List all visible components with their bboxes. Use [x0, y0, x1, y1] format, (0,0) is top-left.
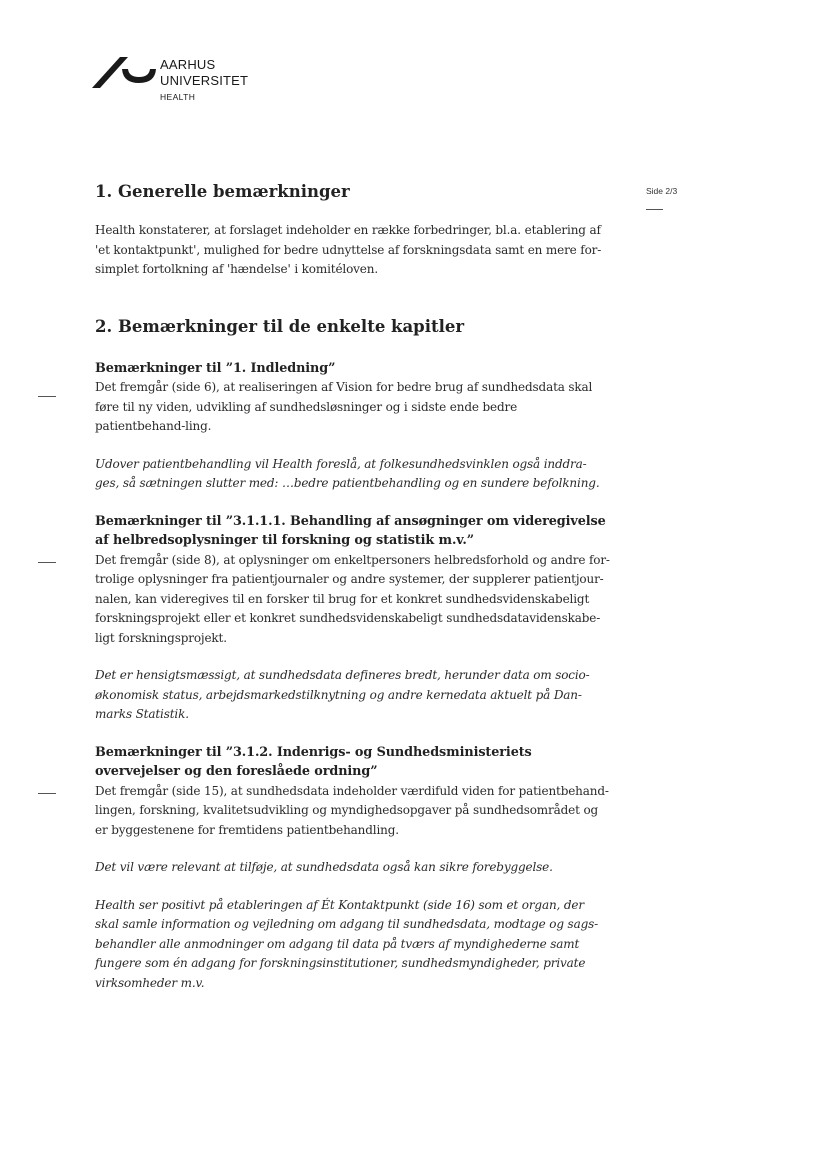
subsection-3: [95, 743, 610, 994]
margin-marker: [38, 793, 56, 794]
subsection-1-title: Bemærkninger til ”1. Indledning”: [95, 360, 336, 376]
section1-heading: 1. Generelle bemærkninger: [95, 182, 350, 201]
subsection-2: [95, 512, 610, 725]
au-logo-icon: [92, 55, 156, 91]
section2-heading: 2. Bemærkninger til de enkelte kapitler: [95, 316, 465, 336]
logo-line-health: HEALTH: [160, 92, 196, 102]
subsection-1-comment: Udover patientbehandling vil Health foreslå, at folkesundhedsvinklen også inddra-ges, så sætningen slutter med: …bedre patientbehandling og en sundere befolkning.: [95, 456, 600, 490]
subsection-2-body: Det fremgår (side 8), at oplysninger om enkeltpersoners helbredsforhold og andre for-trolige oplysninger fra patientjournaler og andre systemer, der supplerer patientjour-nalen, kan videregives til en forsker til brug for et konkret sundhedsvidenskabeligt forskningsprojekt eller et konkret sundhedsvidenskabeligt sundhedsdatavidenskabe-ligt forskningsprojekt.: [95, 552, 610, 645]
logo-line-universitet: UNIVERSITET: [160, 72, 249, 88]
subsection-3-comment-1: Det vil være relevant at tilføje, at sundhedsdata også kan sikre forebyggelse.: [95, 860, 553, 874]
university-logo: [92, 55, 282, 115]
subsection-3-comment-2: Health ser positivt på etableringen af Ét Kontaktpunkt (side 16) som et organ, der skal samle information og vejledning om adgang til sundhedsdata, modtage og sags-behandler alle anmodninger om adgang til data på tværs af myndighederne samt fungere som én adgang for forskningsinstitutioner, sundhedsmyndigheder, private virksomheder m.v.: [95, 897, 599, 990]
subsection-3-body: Det fremgår (side 15), at sundhedsdata indeholder værdifuld viden for patientbehand-lingen, forskning, kvalitetsudvikling og myndighedsopgaver på sundhedsområdet og er byggestenene for fremtidens patientbehandling.: [95, 783, 609, 837]
subsection-3-title: Bemærkninger til ”3.1.2. Indenrigs- og Sundhedsministeriets overvejelser og den foreslåede ordning”: [95, 744, 532, 779]
subsection-2-comment: Det er hensigtsmæssigt, at sundhedsdata defineres bredt, herunder data om socio-økonomisk status, arbejdsmarkedstilknytning og andre kernedata aktuelt på Dan-marks Statistik.: [95, 668, 590, 721]
section1-paragraph: Health konstaterer, at forslaget indeholder en række forbedringer, bl.a. etablering af 'et kontaktpunkt', mulighed for bedre udnyttelse af forskningsdata samt en mere for-simplet fortolkning af 'hændelse' i komitéloven.: [95, 223, 602, 276]
page-number-rule: [646, 209, 663, 210]
subsection-1: [95, 359, 610, 494]
document-body: [95, 180, 610, 993]
subsection-1-body: Det fremgår (side 6), at realiseringen af Vision for bedre brug af sundhedsdata skal føre til ny viden, udvikling af sundhedsløsninger og i sidste ende bedre patientbehand-ling.: [95, 380, 593, 433]
margin-marker: [38, 562, 56, 563]
subsection-2-title: Bemærkninger til ”3.1.1.1. Behandling af ansøgninger om videregivelse af helbredsoplysninger til forskning og statistik m.v.”: [95, 513, 606, 548]
margin-marker: [38, 396, 56, 397]
logo-line-aarhus: AARHUS: [160, 57, 216, 72]
page-number: Side 2/3: [646, 186, 678, 196]
logo-wordmark: [160, 57, 248, 103]
